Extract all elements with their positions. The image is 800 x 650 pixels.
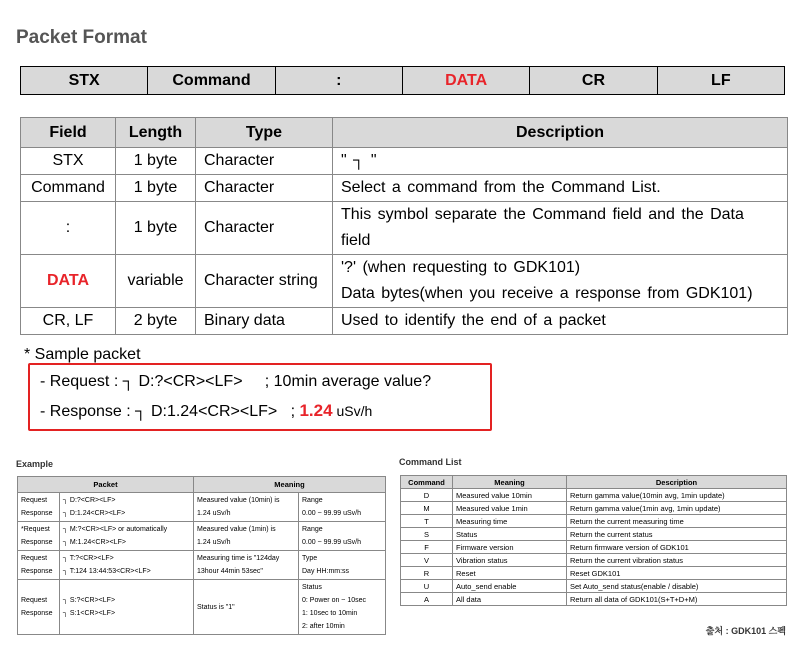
command-header: Command [401,476,453,489]
field-type: Character [196,175,333,202]
packet-label-line: Request [21,555,48,562]
command-code: M [401,502,453,515]
meaning-note [299,493,386,522]
packet-value-line: ┐ M:?<CR><LF> or automatically [63,526,168,533]
table-row [401,593,787,606]
packet-value-line: ┐ T:124 13:44:53<CR><LF> [63,568,151,575]
packet-label-line: Request [21,497,48,504]
table-row [401,515,787,528]
table-row [18,580,386,635]
description-line: '?' (when requesting to GDK101) [341,259,581,276]
packet-field-command: Command [148,67,275,95]
table-row [401,502,787,515]
meaning-note-line: Status [302,584,322,591]
packet-label [18,551,60,580]
packet-field-stx: STX [21,67,148,95]
meaning-note-line: Range [302,526,323,533]
meaning-value [194,580,299,635]
meaning-value-line: Measured value (1min) is [197,526,276,533]
meaning-value-line: Status is "1" [197,603,235,611]
command-code: U [401,580,453,593]
packet-value [60,493,194,522]
command-meaning: Status [453,528,567,541]
command-description: Return all data of GDK101(S+T+D+M) [567,593,787,606]
example-header-meaning: Meaning [194,477,386,493]
packet-label [18,493,60,522]
table-row [401,528,787,541]
field-name: DATA [21,255,116,308]
table-row [21,202,788,255]
meaning-note [299,522,386,551]
table-row [401,489,787,502]
header-field: Field [21,118,116,148]
field-table [20,117,788,335]
meaning-value-line: Measuring time is "124day [197,555,280,562]
table-row [21,175,788,202]
command-description: Return the current status [567,528,787,541]
field-description: Select a command from the Command List. [333,175,788,202]
packet-value-line: ┐ D:1.24<CR><LF> [63,510,126,517]
command-description: Return the current measuring time [567,515,787,528]
meaning-note [299,551,386,580]
command-meaning: Measured value 1min [453,502,567,515]
sample-response [40,401,372,421]
meaning-note-line: Range [302,497,323,504]
packet-value-line: ┐ D:?<CR><LF> [63,497,116,504]
packet-value-line: ┐ S:?<CR><LF> [63,597,116,604]
field-name: STX [21,148,116,175]
sample-response-unit: uSv/h [332,403,373,419]
meaning-note-line: 2: after 10min [302,623,345,630]
description-line: field [341,232,371,249]
table-row [18,493,386,522]
meaning-value-line: Measured value (10min) is [197,497,280,504]
meaning-note-line: 0.00 ~ 99.99 uSv/h [302,510,361,517]
field-description [333,255,788,308]
meaning-value-line: 13hour 44min 53sec" [197,568,263,575]
example-header-packet: Packet [18,477,194,493]
field-length: 1 byte [116,202,196,255]
meaning-note-line: 0.00 ~ 99.99 uSv/h [302,539,361,546]
field-length: 1 byte [116,175,196,202]
sample-request: - Request : ┐ D:?<CR><LF> ; 10min average value? [40,373,432,390]
meaning-value [194,551,299,580]
field-name: Command [21,175,116,202]
packet-label-line: Response [21,539,53,546]
command-meaning: Auto_send enable [453,580,567,593]
table-row [18,551,386,580]
table-row [401,541,787,554]
meaning-value [194,522,299,551]
command-meaning: Reset [453,567,567,580]
field-type: Character [196,202,333,255]
command-list-table [400,475,787,606]
table-row [21,148,788,175]
meaning-note-line: Type [302,555,318,562]
packet-label-line: Request [21,597,48,604]
command-description: Return gamma value(1min avg, 1min update) [567,502,787,515]
meaning-note-line: Day HH:mm:ss [302,568,350,575]
command-description: Set Auto_send status(enable / disable) [567,580,787,593]
description-line: This symbol separate the Command field and the Data [341,206,744,223]
meaning-value-line: 1.24 uSv/h [197,510,231,517]
meaning-note-line: 0: Power on ~ 10sec [302,597,367,604]
table-row [21,308,788,335]
page-title: Packet Format [16,27,147,48]
example-table [17,476,386,635]
sample-response-text: - Response : ┐ D:1.24<CR><LF> ; [40,403,300,420]
meaning-header: Meaning [453,476,567,489]
header-description: Description [333,118,788,148]
packet-label [18,580,60,635]
packet-label-line: Response [21,510,53,517]
header-length: Length [116,118,196,148]
command-code: R [401,567,453,580]
meaning-value [194,493,299,522]
command-description: Return gamma value(10min avg, 1min update) [567,489,787,502]
command-code: F [401,541,453,554]
command-code: S [401,528,453,541]
field-name: : [21,202,116,255]
packet-label [18,522,60,551]
packet-label-line: Response [21,610,53,617]
table-row [18,522,386,551]
sample-packet-box [28,363,492,431]
field-description: Used to identify the end of a packet [333,308,788,335]
field-description: " ┐ " [333,148,788,175]
meaning-value-line: 1.24 uSv/h [197,539,231,546]
table-row [401,580,787,593]
packet-value [60,522,194,551]
command-meaning: Measured value 10min [453,489,567,502]
field-type: Character [196,148,333,175]
packet-value-line: ┐ M:1.24<CR><LF> [63,539,126,546]
packet-value-line: ┐ S:1<CR><LF> [63,610,116,617]
description-line: Data bytes(when you receive a response from GDK101) [341,285,753,302]
command-code: D [401,489,453,502]
meaning-note-line: 1: 10sec to 10min [302,610,358,617]
packet-field-lf: LF [657,67,784,95]
command-description: Reset GDK101 [567,567,787,580]
command-description: Return firmware version of GDK101 [567,541,787,554]
command-meaning: Vibration status [453,554,567,567]
description-header: Description [567,476,787,489]
packet-field-colon: : [275,67,402,95]
command-code: V [401,554,453,567]
source-note: 출처 : GDK101 스펙 [705,626,786,636]
meaning-note [299,580,386,635]
command-meaning: Measuring time [453,515,567,528]
command-list-title: Command List [399,457,462,467]
command-meaning: All data [453,593,567,606]
packet-value-line: ┐ T:?<CR><LF> [63,555,114,562]
command-code: T [401,515,453,528]
field-length: 2 byte [116,308,196,335]
packet-label-line: *Request [21,526,50,533]
field-type: Binary data [196,308,333,335]
field-length: 1 byte [116,148,196,175]
field-length: variable [116,255,196,308]
table-row [401,554,787,567]
packet-field-cr: CR [530,67,657,95]
packet-value [60,580,194,635]
table-row [401,567,787,580]
field-description [333,202,788,255]
table-row [21,255,788,308]
field-type: Character string [196,255,333,308]
example-title: Example [16,459,54,469]
sample-response-value: 1.24 [299,401,333,420]
header-type: Type [196,118,333,148]
packet-label-line: Response [21,568,53,575]
command-code: A [401,593,453,606]
packet-format-bar [20,66,785,95]
packet-field-data: DATA [402,67,529,95]
packet-value [60,551,194,580]
sample-packet-label: * Sample packet [24,346,141,363]
command-meaning: Firmware version [453,541,567,554]
field-name: CR, LF [21,308,116,335]
command-description: Return the current vibration status [567,554,787,567]
